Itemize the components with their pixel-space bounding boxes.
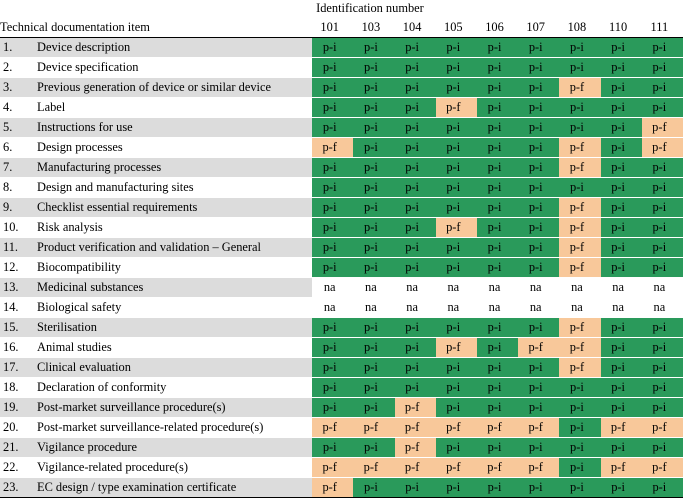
table-row [0,98,683,118]
status-cell: p-i [642,478,683,498]
status-cell: p-f [601,418,642,438]
item-number: 19. [0,398,37,418]
status-cell: p-i [353,318,394,338]
table-row [0,218,683,238]
item-name: Label [37,98,312,118]
status-cell: p-f [559,138,600,158]
id-column-header: 105 [436,16,477,38]
status-cell: p-i [353,478,394,498]
status-cell: p-i [477,358,518,378]
status-cell: p-i [601,478,642,498]
item-name: Checklist essential requirements [37,198,312,218]
item-number: 10. [0,218,37,238]
status-cell: p-i [395,318,436,338]
status-cell: p-f [353,418,394,438]
item-name: Post-market surveillance procedure(s) [37,398,312,418]
status-cell: p-i [642,78,683,98]
id-column-header: 110 [601,16,642,38]
item-name: Vigilance-related procedure(s) [37,458,312,478]
item-name: Instructions for use [37,118,312,138]
item-number: 22. [0,458,37,478]
status-cell: p-i [477,398,518,418]
status-cell: p-f [312,418,353,438]
status-cell: p-i [601,358,642,378]
status-cell: p-i [518,238,559,258]
status-cell: p-i [312,218,353,238]
status-cell: na [312,278,353,298]
status-cell: p-i [642,318,683,338]
status-cell: p-i [353,398,394,418]
status-cell: p-i [312,318,353,338]
item-name: Device description [37,38,312,58]
status-cell: p-i [559,418,600,438]
status-cell: p-i [477,218,518,238]
item-name: Device specification [37,58,312,78]
status-cell: p-i [312,58,353,78]
item-name: Animal studies [37,338,312,358]
status-cell: p-i [395,198,436,218]
status-cell: p-i [395,358,436,378]
header-row-ids [0,16,683,38]
status-cell: p-i [642,378,683,398]
status-cell: p-i [312,118,353,138]
status-cell: na [518,278,559,298]
status-cell: p-i [601,318,642,338]
status-cell: p-i [518,478,559,498]
status-cell: p-i [518,198,559,218]
status-cell: p-i [477,98,518,118]
status-cell: p-i [312,178,353,198]
item-name: Manufacturing processes [37,158,312,178]
status-cell: p-i [601,118,642,138]
item-name: Biocompatibility [37,258,312,278]
status-cell: na [395,278,436,298]
status-cell: p-i [518,358,559,378]
status-cell: p-i [642,178,683,198]
id-column-header: 101 [312,16,353,38]
item-number: 16. [0,338,37,358]
item-name: Declaration of conformity [37,378,312,398]
status-cell: p-f [642,458,683,478]
status-cell: p-i [395,338,436,358]
status-cell: p-f [559,78,600,98]
status-cell: na [353,298,394,318]
status-cell: p-i [312,98,353,118]
status-cell: p-i [477,438,518,458]
item-number: 2. [0,58,37,78]
status-cell: na [642,298,683,318]
table-row [0,318,683,338]
status-cell: p-i [601,98,642,118]
table-row [0,478,683,498]
status-cell: p-i [395,478,436,498]
status-cell: p-i [436,178,477,198]
status-cell: p-i [353,378,394,398]
status-cell: p-i [477,118,518,138]
item-name: Clinical evaluation [37,358,312,378]
table-row [0,178,683,198]
identification-number-label: Identification number [316,1,424,15]
status-cell: na [601,278,642,298]
status-cell: p-f [518,418,559,438]
status-cell: p-i [353,98,394,118]
item-name: Biological safety [37,298,312,318]
status-cell: p-i [353,258,394,278]
status-cell: p-i [601,178,642,198]
table-row [0,238,683,258]
status-cell: p-i [477,198,518,218]
status-cell: p-f [395,438,436,458]
item-number: 11. [0,238,37,258]
table-row [0,278,683,298]
status-cell: p-i [312,158,353,178]
status-cell: p-f [436,458,477,478]
status-cell: p-i [642,38,683,58]
item-name: Product verification and validation – General [37,238,312,258]
status-cell: p-i [353,78,394,98]
status-cell: p-i [642,238,683,258]
status-cell: p-i [436,238,477,258]
status-cell: p-i [559,378,600,398]
status-cell: p-i [436,78,477,98]
item-number: 15. [0,318,37,338]
status-cell: p-i [601,238,642,258]
status-cell: p-i [601,78,642,98]
status-cell: p-f [559,258,600,278]
item-number: 14. [0,298,37,318]
status-cell: p-f [559,198,600,218]
status-cell: p-i [601,338,642,358]
status-cell: p-i [477,38,518,58]
status-cell: p-i [436,358,477,378]
status-cell: na [477,298,518,318]
status-cell: p-i [642,438,683,458]
table-row [0,258,683,278]
status-cell: p-i [353,438,394,458]
status-cell: p-i [353,238,394,258]
status-cell: p-i [518,318,559,338]
status-cell: p-f [395,398,436,418]
item-number: 17. [0,358,37,378]
status-cell: p-f [436,418,477,438]
status-cell: p-i [436,138,477,158]
status-cell: p-i [353,58,394,78]
status-cell: p-i [395,98,436,118]
status-cell: p-i [518,258,559,278]
status-cell: p-i [642,338,683,358]
item-name: Vigilance procedure [37,438,312,458]
status-cell: na [642,278,683,298]
item-number: 3. [0,78,37,98]
status-cell: p-f [312,458,353,478]
status-cell: p-i [477,338,518,358]
status-cell: p-i [477,378,518,398]
status-cell: na [436,278,477,298]
status-cell: p-i [353,338,394,358]
table-row [0,398,683,418]
status-cell: p-i [436,378,477,398]
status-cell: p-i [477,238,518,258]
status-cell: p-i [436,58,477,78]
table-row [0,438,683,458]
status-cell: p-f [559,238,600,258]
status-cell: p-i [518,438,559,458]
status-cell: p-i [395,118,436,138]
status-cell: p-f [477,418,518,438]
status-cell: p-i [353,198,394,218]
status-cell: p-i [436,398,477,418]
item-number: 9. [0,198,37,218]
status-cell: p-i [601,158,642,178]
status-cell: p-i [395,58,436,78]
status-cell: p-i [353,38,394,58]
item-number: 12. [0,258,37,278]
status-cell: p-f [642,418,683,438]
status-cell: p-i [518,398,559,418]
table-row [0,38,683,58]
status-cell: p-i [477,478,518,498]
item-name: Previous generation of device or similar device [37,78,312,98]
status-cell: p-i [518,218,559,238]
id-column-header: 111 [642,16,683,38]
status-cell: p-i [477,178,518,198]
status-cell: p-i [436,158,477,178]
table-row [0,378,683,398]
status-cell: p-i [395,158,436,178]
status-cell: p-f [436,218,477,238]
status-cell: p-i [518,118,559,138]
status-cell: p-i [642,358,683,378]
table-row [0,138,683,158]
item-number: 7. [0,158,37,178]
status-cell: p-f [518,338,559,358]
status-cell: p-i [477,138,518,158]
status-cell: p-i [395,378,436,398]
status-cell: p-i [312,398,353,418]
status-cell: p-i [395,258,436,278]
status-cell: p-f [559,338,600,358]
status-cell: p-f [312,138,353,158]
status-cell: p-f [436,98,477,118]
item-name: Design processes [37,138,312,158]
status-cell: p-i [642,398,683,418]
status-cell: p-i [559,178,600,198]
status-cell: p-i [312,338,353,358]
status-cell: p-i [559,58,600,78]
status-cell: p-i [559,478,600,498]
table-row [0,58,683,78]
status-cell: p-i [477,318,518,338]
table-row [0,338,683,358]
status-cell: p-i [518,138,559,158]
status-cell: p-i [601,218,642,238]
status-cell: p-i [518,38,559,58]
status-cell: p-f [395,418,436,438]
status-cell: p-f [559,358,600,378]
status-cell: p-i [642,218,683,238]
status-cell: p-i [312,258,353,278]
status-cell: p-i [601,398,642,418]
status-cell: p-i [436,318,477,338]
status-cell: p-i [436,438,477,458]
status-cell: p-i [518,378,559,398]
status-cell: p-i [395,218,436,238]
status-cell: p-i [395,38,436,58]
status-cell: p-f [353,458,394,478]
status-cell: p-i [436,258,477,278]
status-cell: p-i [518,98,559,118]
table-row [0,78,683,98]
status-cell: p-i [559,458,600,478]
status-cell: p-f [642,118,683,138]
status-cell: na [436,298,477,318]
status-cell: na [395,298,436,318]
item-name: Sterilisation [37,318,312,338]
table-row [0,298,683,318]
status-cell: p-i [395,78,436,98]
table-row [0,158,683,178]
status-cell: p-i [477,58,518,78]
table-row [0,418,683,438]
status-cell: p-f [312,478,353,498]
item-number: 8. [0,178,37,198]
status-cell: p-i [477,258,518,278]
item-number: 20. [0,418,37,438]
item-number: 1. [0,38,37,58]
status-cell: p-i [395,238,436,258]
item-name: Post-market surveillance-related procedure(s) [37,418,312,438]
status-cell: p-i [642,98,683,118]
id-column-header: 106 [477,16,518,38]
id-column-header: 103 [353,16,394,38]
status-cell: p-i [642,258,683,278]
status-cell: p-f [395,458,436,478]
status-cell: p-i [312,238,353,258]
status-cell: p-i [436,198,477,218]
item-name: Risk analysis [37,218,312,238]
status-cell: na [477,278,518,298]
status-cell: p-i [353,158,394,178]
status-cell: p-i [436,478,477,498]
status-cell: p-i [477,158,518,178]
status-cell: p-i [601,198,642,218]
status-cell: p-i [312,358,353,378]
status-cell: p-f [559,318,600,338]
status-cell: p-i [601,438,642,458]
status-cell: p-i [436,118,477,138]
status-cell: p-i [436,38,477,58]
status-cell: p-i [353,118,394,138]
item-column-header: Technical documentation item [0,16,312,38]
status-cell: p-i [601,378,642,398]
status-cell: p-i [353,138,394,158]
status-cell: p-i [559,438,600,458]
status-cell: p-f [436,338,477,358]
status-cell: p-i [312,438,353,458]
id-column-header: 108 [559,16,600,38]
status-cell: p-i [518,58,559,78]
item-number: 18. [0,378,37,398]
status-cell: p-i [559,98,600,118]
status-cell: p-i [642,158,683,178]
status-cell: p-i [559,118,600,138]
status-cell: p-i [601,258,642,278]
id-column-header: 104 [395,16,436,38]
item-name: Design and manufacturing sites [37,178,312,198]
status-cell: p-i [601,138,642,158]
status-cell: na [353,278,394,298]
table-row [0,198,683,218]
status-cell: p-i [559,398,600,418]
status-cell: p-f [642,138,683,158]
status-cell: p-f [559,218,600,238]
item-number: 5. [0,118,37,138]
status-cell: na [312,298,353,318]
status-cell: p-i [353,178,394,198]
status-cell: p-i [395,138,436,158]
status-cell: p-i [312,38,353,58]
status-cell: p-i [559,38,600,58]
status-cell: na [518,298,559,318]
status-cell: p-i [312,198,353,218]
status-cell: p-i [518,178,559,198]
item-name: EC design / type examination certificate [37,478,312,498]
item-number: 13. [0,278,37,298]
status-cell: p-f [518,458,559,478]
status-cell: p-i [353,358,394,378]
item-name: Medicinal substances [37,278,312,298]
status-cell: p-i [642,198,683,218]
item-number: 4. [0,98,37,118]
status-cell: p-i [601,58,642,78]
status-cell: na [559,298,600,318]
item-number: 6. [0,138,37,158]
status-cell: na [601,298,642,318]
status-cell: p-i [601,38,642,58]
id-column-header: 107 [518,16,559,38]
status-cell: p-i [395,178,436,198]
status-cell: p-i [642,58,683,78]
table-row [0,458,683,478]
status-cell: p-i [353,218,394,238]
header-row-group [0,0,683,16]
status-cell: p-f [601,458,642,478]
status-cell: p-i [518,78,559,98]
status-cell: p-i [477,78,518,98]
table-row [0,118,683,138]
table-row [0,358,683,378]
status-cell: na [559,278,600,298]
table-body [0,38,683,498]
status-cell: p-i [312,378,353,398]
status-cell: p-f [477,458,518,478]
item-number: 23. [0,478,37,498]
status-cell: p-i [518,158,559,178]
status-cell: p-i [312,78,353,98]
item-number: 21. [0,438,37,458]
status-cell: p-f [559,158,600,178]
